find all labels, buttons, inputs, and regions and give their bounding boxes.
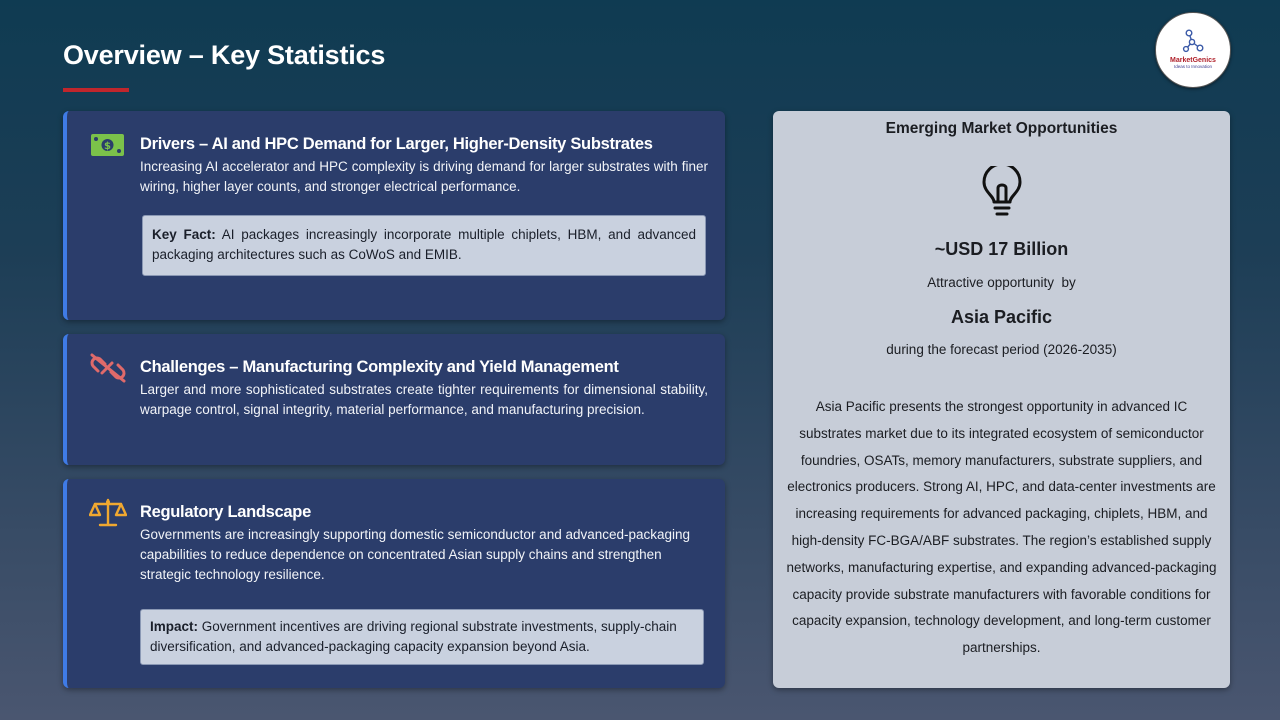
key-fact-text: AI packages increasingly incorporate multiple chiplets, HBM, and advanced packaging architectures such as CoWoS and EMIB.	[152, 227, 696, 262]
challenges-card	[63, 334, 725, 465]
svg-text:$: $	[104, 141, 111, 152]
challenges-body: Larger and more sophisticated substrates create tighter requirements for dimensional stability, warpage control, signal integrity, material performance, and manufacturing precision.	[140, 382, 708, 417]
opportunity-title: Emerging Market Opportunities	[885, 120, 1118, 137]
opportunity-subtitle: Attractive opportunity by	[927, 275, 1076, 290]
impact-text: Government incentives are driving regional substrate investments, supply-chain diversification, and advanced-packaging capacity expansion beyond Asia.	[150, 619, 677, 654]
key-fact-box	[142, 215, 706, 276]
impact-label: Impact:	[150, 619, 199, 634]
challenges-heading: Challenges – Manufacturing Complexity and Yield Management	[140, 358, 619, 376]
opportunity-panel	[773, 111, 1230, 688]
drivers-body: Increasing AI accelerator and HPC complexity is driving demand for larger substrates with finer wiring, higher layer counts, and stronger electrical performance.	[140, 159, 708, 194]
broken-link-icon	[89, 352, 127, 384]
scales-icon	[89, 497, 127, 529]
opportunity-region: Asia Pacific	[950, 307, 1053, 327]
regulatory-body: Governments are increasingly supporting domestic semiconductor and advanced-packaging capabilities to reduce dependence on concentrated Asian supply chains and strengthen strategic technology resilience.	[140, 527, 691, 582]
opportunity-description: Asia Pacific presents the strongest opportunity in advanced IC substrates market due to its integrated ecosystem of semiconductor foundries, OSATs, memory manufacturers, substrate suppliers, and electronics producers. Strong AI, HPC, and data-center investments are increasing requirements for advanced packaging, chiplets, HBM, and high-density FC-BGA/ABF substrates. The region’s established supply networks, manufacturing expertise, and expanding advanced-packaging capacity provide substrate manufacturers with favorable conditions for capacity expansion, technology development, and long-term customer partnerships.	[786, 399, 1217, 656]
lightbulb-icon	[978, 166, 1026, 222]
logo-name: MarketGenics	[1170, 57, 1216, 65]
impact-box	[140, 609, 704, 665]
money-bill-icon	[89, 129, 127, 161]
page-title: Overview – Key Statistics	[63, 40, 386, 70]
drivers-card	[63, 111, 725, 320]
company-logo	[1155, 12, 1231, 88]
opportunity-period: during the forecast period (2026-2035)	[886, 342, 1117, 357]
key-fact-label: Key Fact:	[152, 227, 216, 242]
network-nodes-icon	[1181, 28, 1205, 54]
drivers-heading: Drivers – AI and HPC Demand for Larger, Higher-Density Substrates	[140, 135, 653, 153]
logo-tagline: Ideas to Innovation	[1173, 64, 1213, 70]
regulatory-card	[63, 479, 725, 688]
regulatory-heading: Regulatory Landscape	[140, 503, 311, 521]
opportunity-amount: ~USD 17 Billion	[934, 239, 1069, 259]
title-underline	[63, 88, 129, 92]
